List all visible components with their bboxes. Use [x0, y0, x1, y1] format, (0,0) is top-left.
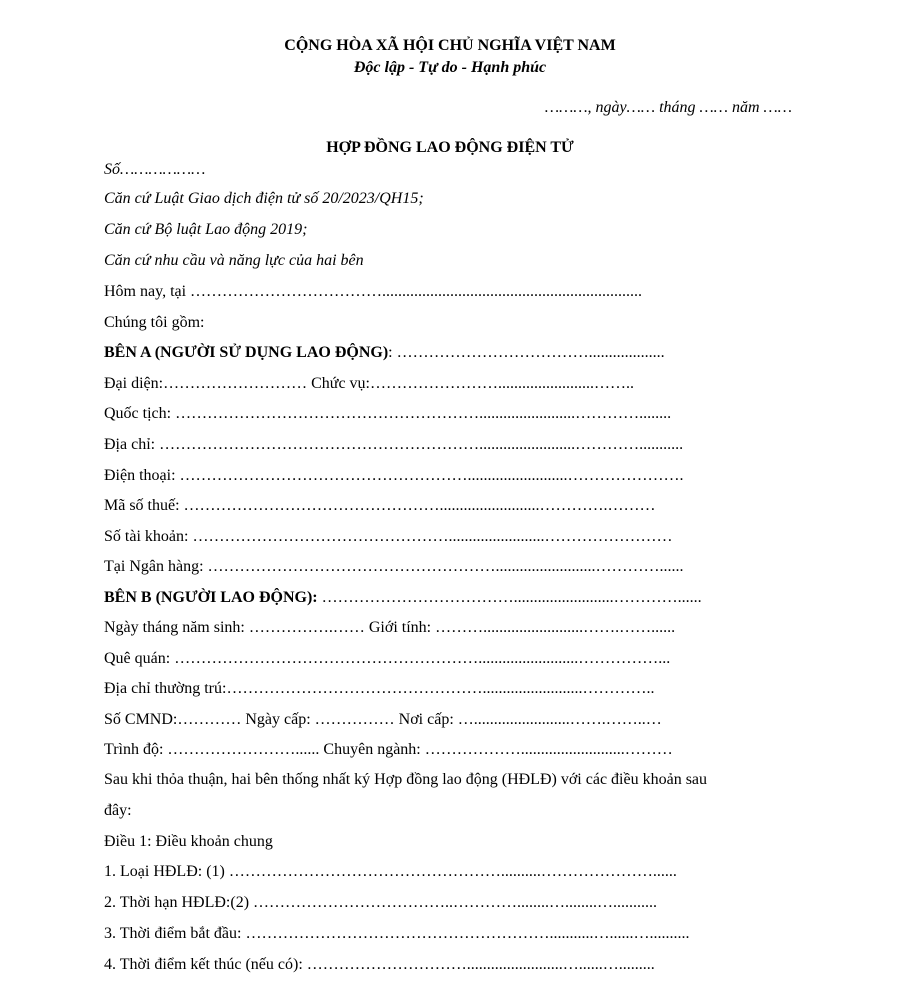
national-motto: Độc lập - Tự do - Hạnh phúc — [353, 59, 547, 76]
national-title: CỘNG HÒA XÃ HỘI CHỦ NGHĨA VIỆT NAM — [284, 37, 616, 54]
party-b-heading-line — [104, 588, 702, 608]
party-a-address: Địa chỉ: ……………………………………………………........................…………........... — [104, 436, 684, 453]
party-b-heading-blank: ……………………………….........................…………...... — [317, 589, 702, 606]
article-1-heading: Điều 1: Điều khoản chung — [104, 833, 273, 850]
party-b-hometown: Quê quán: ………………………………………………….........................……………... — [104, 650, 671, 667]
party-a-heading: BÊN A (NGƯỜI SỬ DỤNG LAO ĐỘNG) — [104, 344, 389, 361]
party-a-tax-code: Mã số thuế: ………………………………………….........................………….……… — [104, 497, 656, 514]
party-a-nationality: Quốc tịch: …………………………………………………........................…………........ — [104, 405, 672, 422]
party-b-residence: Địa chỉ thường trú:………………………………………….........................………….. — [104, 680, 655, 697]
we-are-line: Chúng tôi gồm: — [104, 314, 205, 331]
article-1-item-2: 2. Thời hạn HĐLĐ:(2) ………………………………..…………........…........…........... — [104, 894, 658, 911]
today-at-line: Hôm nay, tại ………………………………................................................................. — [104, 283, 643, 300]
article-1-item-4: 4. Thời điểm kết thúc (nếu có): …………………………........................…......…......... — [104, 956, 655, 973]
party-a-bank: Tại Ngân hàng: ……………………………………………….........................…………...... — [104, 558, 684, 575]
contract-title: HỢP ĐỒNG LAO ĐỘNG ĐIỆN TỬ — [326, 139, 574, 156]
date-line: ………, ngày…… tháng …… năm …… — [544, 99, 792, 116]
contract-number: Số……………… — [104, 161, 206, 178]
legal-basis-1: Căn cứ Luật Giao dịch điện tử số 20/2023/QH15; — [104, 190, 424, 207]
party-b-dob-gender: Ngày tháng năm sinh: …………….…… Giới tính: ……….........................…….……...... — [104, 619, 676, 636]
party-a-heading-line — [104, 343, 665, 363]
agreement-line-2: đây: — [104, 802, 132, 819]
party-a-representative: Đại diện:……………………… Chức vụ:……………………........................…….. — [104, 375, 634, 392]
legal-basis-2: Căn cứ Bộ luật Lao động 2019; — [104, 221, 308, 238]
article-1-item-3: 3. Thời điểm bắt đầu: …………………………………………………...........…......….......... — [104, 925, 690, 942]
legal-basis-3: Căn cứ nhu cầu và năng lực của hai bên — [104, 252, 364, 269]
party-a-account: Số tài khoản: …………………………………………........................…………………… — [104, 528, 673, 545]
party-b-id-card: Số CMND:………… Ngày cấp: …………… Nơi cấp: …........................…….……..… — [104, 711, 662, 728]
agreement-line-1: Sau khi thỏa thuận, hai bên thống nhất ký Hợp đồng lao động (HĐLĐ) với các điều khoản sau — [104, 771, 708, 788]
party-b-heading: BÊN B (NGƯỜI LAO ĐỘNG): — [104, 589, 318, 606]
party-a-phone: Điện thoại: ……………………………………………….........................…………………. — [104, 467, 684, 484]
party-a-heading-blank: : ………………………………................... — [388, 344, 665, 361]
article-1-item-1: 1. Loại HĐLĐ: (1) ……………………………………………..........…………………...... — [104, 863, 677, 880]
party-b-education: Trình độ: ……………………...... Chuyên ngành: ………………..........................……… — [104, 741, 673, 758]
